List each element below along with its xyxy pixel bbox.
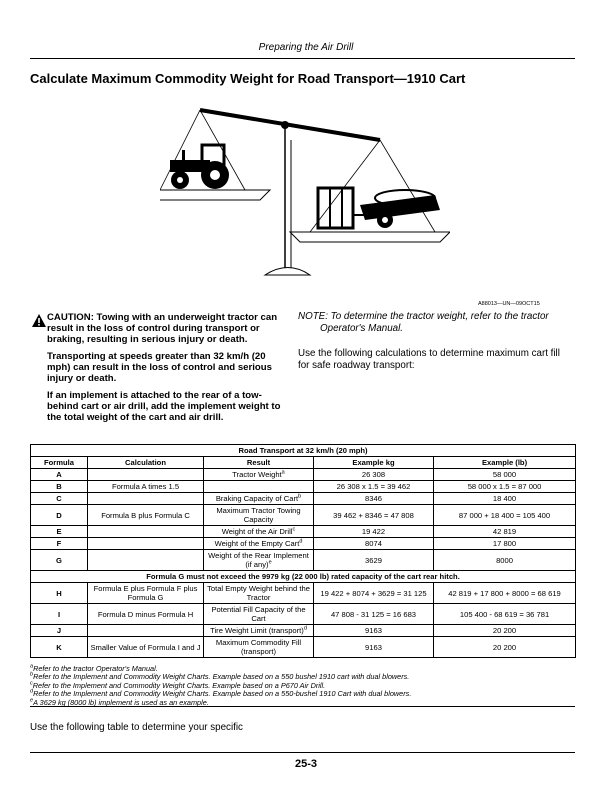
span-note-row: Formula G must not exceed the 9979 kg (22 000 lb) rated capacity of the cart rear hitch. [31,571,576,583]
footnote-mark: c [30,680,33,687]
table-row [31,583,576,604]
result-cell [204,604,314,625]
example-lb-cell: 20 200 [434,637,576,658]
result-cell [204,538,314,550]
example-kg-cell: 19 422 [314,526,434,538]
result-cell [204,526,314,538]
footnote-marker: b [298,493,302,500]
example-lb-cell: 42 819 + 17 800 + 8000 = 68 619 [434,583,576,604]
example-lb-cell: 58 000 [434,469,576,481]
result-text: Maximum Commodity Fill (transport) [215,638,302,656]
formula-cell: C [31,493,88,505]
result-text: Total Empty Weight behind the Tractor [207,584,310,602]
table-caption: Road Transport at 32 km/h (20 mph) [31,445,576,457]
footnotes [30,665,411,707]
result-cell [204,481,314,493]
footnote-text: Refer to the Implement and Commodity Weight Charts. Example based on a P670 Air Drill. [32,680,326,690]
example-lb-cell: 87 000 + 18 400 = 105 400 [434,505,576,526]
footnote-mark: b [30,671,34,678]
footnote-text: Refer to the tractor Operator's Manual. [33,664,158,673]
result-text: Potential Fill Capacity of the Cart [211,605,306,623]
calculation-cell: Formula B plus Formula C [88,505,204,526]
formula-cell: J [31,625,88,637]
result-text: Weight of the Empty Cart [214,539,300,548]
example-lb-cell: 42 819 [434,526,576,538]
col-header-result: Result [204,457,314,469]
calculation-cell [88,625,204,637]
note-block [298,311,570,371]
table-row [31,550,576,571]
result-text: Weight of the Rear Implement (if any) [208,551,309,569]
formula-cell: B [31,481,88,493]
header-rule [30,58,575,59]
table-row [31,538,576,550]
example-kg-cell: 9163 [314,625,434,637]
footnote-marker: a [281,469,285,476]
table-row [31,493,576,505]
result-text: Weight of the Air Drill [221,527,293,536]
calculation-cell: Formula A times 1.5 [88,481,204,493]
example-kg-cell: 47 808 - 31 125 = 16 683 [314,604,434,625]
calculation-cell [88,493,204,505]
example-lb-cell: 17 800 [434,538,576,550]
footnote-text: Refer to the Implement and Commodity Weight Charts. Example based on a 550-bushel 1910 Cart with dual blowers. [33,689,412,699]
figure-id: A88013—UN—09OCT15 [478,301,540,307]
running-header: Preparing the Air Drill [258,42,354,53]
example-kg-cell: 8074 [314,538,434,550]
caution-paragraph-3: If an implement is attached to the rear of a tow-behind cart or air drill, add the implement weight to the total weight of the cart and air drill. [47,390,281,423]
formula-cell: E [31,526,88,538]
note-text: NOTE: To determine the tractor weight, refer to the tractor Operator's Manual. [298,311,549,334]
balance-scale-illustration [160,100,450,285]
footnote-marker: e [268,559,272,566]
bottom-text: Use the following table to determine your specific [30,722,243,733]
result-cell [204,505,314,526]
calculation-cell [88,538,204,550]
result-text: Tractor Weight [232,470,282,479]
example-lb-cell: 18 400 [434,493,576,505]
formula-cell: A [31,469,88,481]
result-cell [204,493,314,505]
col-header-example-lb: Example (lb) [434,457,576,469]
example-lb-cell: 8000 [434,550,576,571]
caution-paragraph-2: Transporting at speeds greater than 32 km/h (20 mph) can result in the loss of control and serious injury or death. [47,351,272,384]
result-cell [204,583,314,604]
result-cell [204,550,314,571]
caution-block [31,312,281,429]
example-kg-cell: 39 462 + 8346 = 47 808 [314,505,434,526]
example-kg-cell: 3629 [314,550,434,571]
footnote-text: Refer to the Implement and Commodity Weight Charts. Example based on a 550 bushel 1910 cart with dual blowers. [33,672,410,682]
example-lb-cell: 105 400 - 68 619 = 36 781 [434,604,576,625]
col-header-calculation: Calculation [88,457,204,469]
air-cart-icon [318,188,440,228]
footnote-text: A 3629 kg (8000 lb) implement is used as an example. [33,697,209,707]
example-kg-cell: 26 308 x 1.5 = 39 462 [314,481,434,493]
example-lb-cell: 20 200 [434,625,576,637]
calculation-cell: Smaller Value of Formula I and J [88,637,204,658]
footnote-marker: c [292,526,296,533]
road-transport-table [30,444,576,658]
result-cell [204,469,314,481]
result-text: Tire Weight Limit (transport) [210,626,304,635]
calculation-cell: Formula D minus Formula H [88,604,204,625]
table-row [31,604,576,625]
formula-cell: H [31,583,88,604]
table-row [31,481,576,493]
calculation-cell [88,550,204,571]
footer-rule [30,752,575,753]
formula-cell: D [31,505,88,526]
formula-cell: F [31,538,88,550]
example-lb-cell: 58 000 x 1.5 = 87 000 [434,481,576,493]
result-cell [204,625,314,637]
calculation-cell: Formula E plus Formula F plus Formula G [88,583,204,604]
section-title: Calculate Maximum Commodity Weight for Road Transport—1910 Cart [30,71,466,86]
warning-triangle-icon [31,314,47,327]
caution-paragraph-1: CAUTION: Towing with an underweight tractor can result in the loss of control during transport or braking, resulting in serious injury or death. [47,312,278,345]
footnote-mark: d [30,688,34,695]
formula-cell: G [31,550,88,571]
example-kg-cell: 19 422 + 8074 + 3629 = 31 125 [314,583,434,604]
footnote-mark: a [30,663,34,670]
page-number: 25-3 [294,758,318,770]
result-text: Braking Capacity of Cart [215,494,299,503]
example-kg-cell: 9163 [314,637,434,658]
formula-cell: I [31,604,88,625]
example-kg-cell: 8346 [314,493,434,505]
footnote-rule [30,706,575,707]
footnote-marker: d [303,625,307,632]
col-header-formula: Formula [31,457,88,469]
result-text: Maximum Tractor Towing Capacity [216,506,301,524]
calculation-cell [88,469,204,481]
table-row [31,637,576,658]
table-row [31,526,576,538]
intro-text: Use the following calculations to determine maximum cart fill for safe roadway transport: [298,348,560,371]
formula-cell: K [31,637,88,658]
example-kg-cell: 26 308 [314,469,434,481]
table-row [31,469,576,481]
table-row [31,625,576,637]
footnote-marker: d [299,538,303,545]
result-cell [204,637,314,658]
table-row [31,505,576,526]
calculation-cell [88,526,204,538]
footnote-mark: e [30,697,34,704]
col-header-example-kg: Example kg [314,457,434,469]
